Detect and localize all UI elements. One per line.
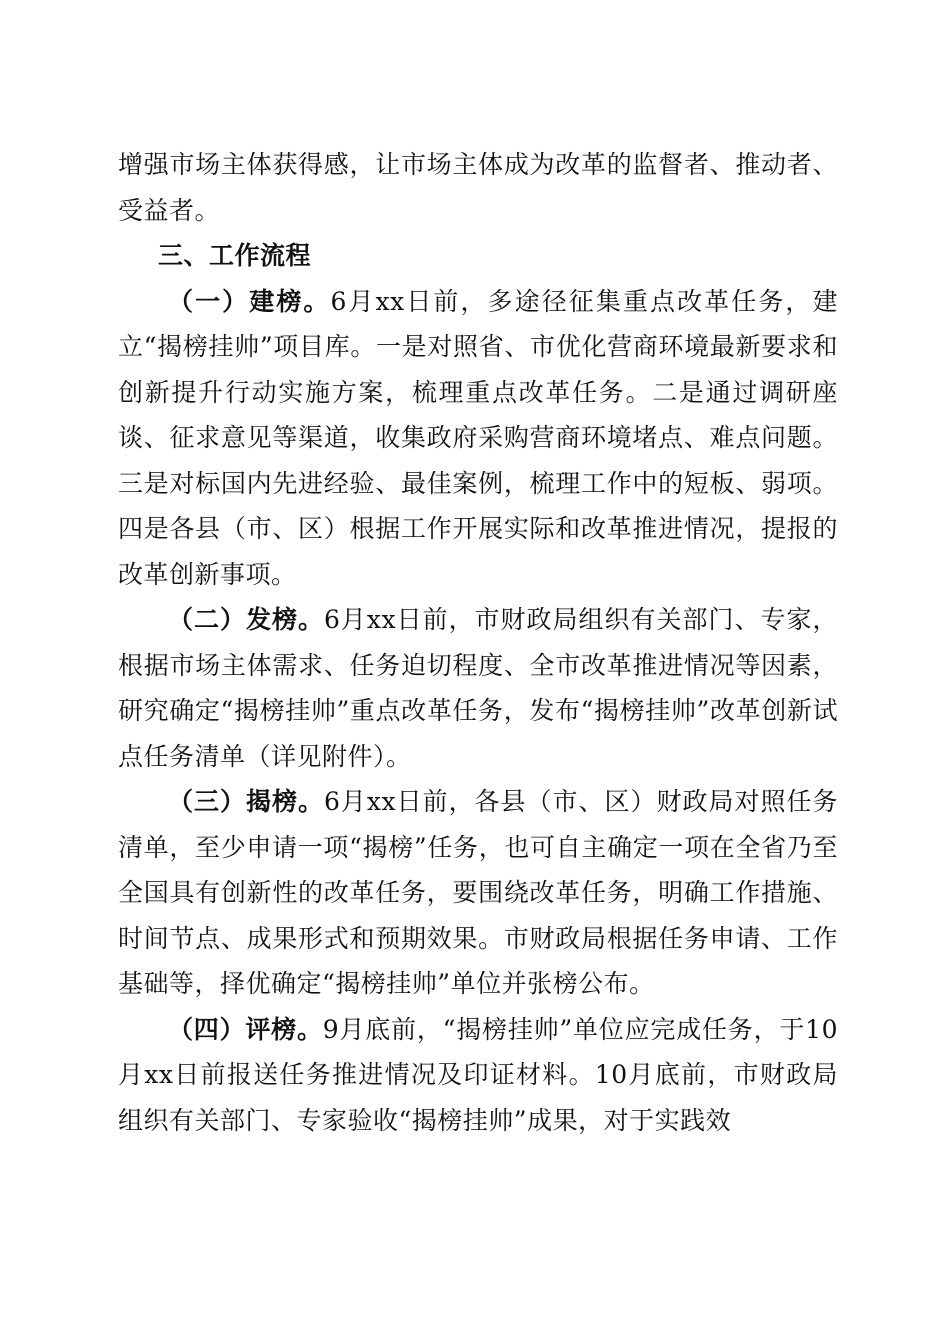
paragraph-lead: （三）揭榜。 [168,787,324,816]
paragraph-text: 9月底前，“揭榜挂帅”单位应完成任务，于10月xx日前报送任务推进情况及印证材料。10月底前，市财政局组织有关部门、专家验收“揭榜挂帅”成果，对于实践效 [118,1014,838,1135]
paragraph-lead: （四）评榜。 [168,1014,323,1044]
continuation-paragraph: 增强市场主体获得感，让市场主体成为改革的监督者、推动者、受益者。 [118,150,838,225]
paragraph-lead: （一）建榜。 [168,286,331,316]
paragraph-text: 6月xx日前，多途径征集重点改革任务，建立“揭榜挂帅”项目库。一是对照省、市优化营商环境最新要求和创新提升行动实施方案，梳理重点改革任务。二是通过调研座谈、征求意见等渠道，收集政府采购营商环境堵点、难点问题。三是对标国内先进经验、最佳案例，梳理工作中的短板、弱项。四是各县（市、区）根据工作开展实际和改革推进情况，提报的改革创新事项。 [118,286,838,589]
paragraph-accept-list [118,779,838,1007]
paragraph-build-list [118,279,838,598]
paragraph-publish-list [118,597,838,779]
document-body [118,142,838,1143]
paragraph-lead: （二）发榜。 [168,605,324,634]
paragraph-evaluate-list [118,1007,838,1144]
paragraph-text: 6月xx日前，各县（市、区）财政局对照任务清单，至少申请一项“揭榜”任务，也可自主确定一项在全省乃至全国具有创新性的改革任务，要围绕改革任务，明确工作措施、时间节点、成果形式和预期效果。市财政局根据任务申请、工作基础等，择优确定“揭榜挂帅”单位并张榜公布。 [118,787,838,998]
section-heading: 三、工作流程 [158,241,312,270]
paragraph-text: 6月xx日前，市财政局组织有关部门、专家，根据市场主体需求、任务迫切程度、全市改革推进情况等因素，研究确定“揭榜挂帅”重点改革任务，发布“揭榜挂帅”改革创新试点任务清单（详见附件）。 [118,605,838,771]
